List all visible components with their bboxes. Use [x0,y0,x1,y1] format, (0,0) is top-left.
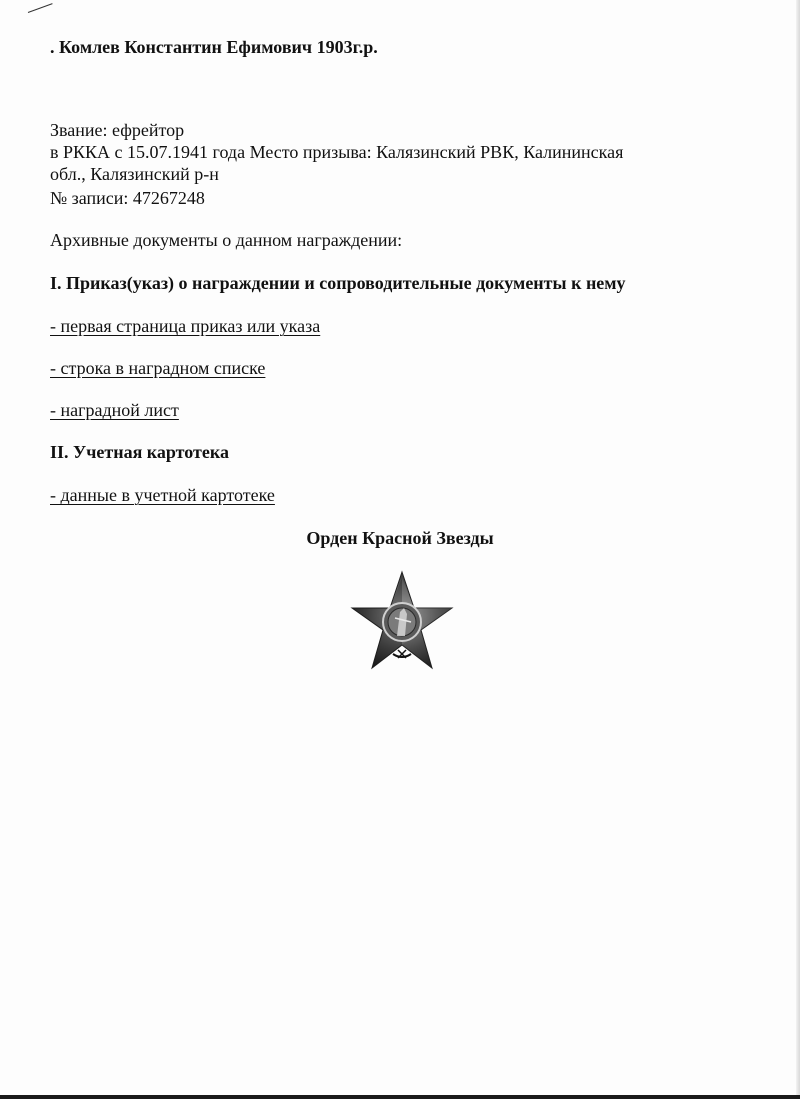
scan-edge-right [796,0,800,1099]
archive-heading: Архивные документы о данном награждении: [50,230,403,250]
red-star-order-icon [350,570,454,674]
link-card-file-data[interactable]: - данные в учетной картотеке [50,485,275,505]
rank-text: Звание: ефрейтор [50,120,185,140]
section-two-heading: II. Учетная картотека [50,442,229,462]
region-text: обл., Калязинский р-н [50,164,219,184]
link-award-sheet[interactable]: - наградной лист [50,400,179,420]
link-first-page-order[interactable]: - первая страница приказ или указа [50,316,321,336]
award-name: Орден Красной Звезды [306,528,494,548]
record-number: № записи: 47267248 [50,188,205,208]
service-text: в РККА с 15.07.1941 года Место призыва: Калязинский РВК, Калининская [50,142,624,162]
star-svg [350,570,454,674]
scan-mark [28,3,53,13]
link-award-list-line[interactable]: - строка в наградном списке [50,358,266,378]
scan-edge-bottom [0,1095,800,1099]
section-one-heading: I. Приказ(указ) о награждении и сопроводительные документы к нему [50,273,626,293]
person-title: . Комлев Константин Ефимович 1903г.р. [50,37,378,57]
